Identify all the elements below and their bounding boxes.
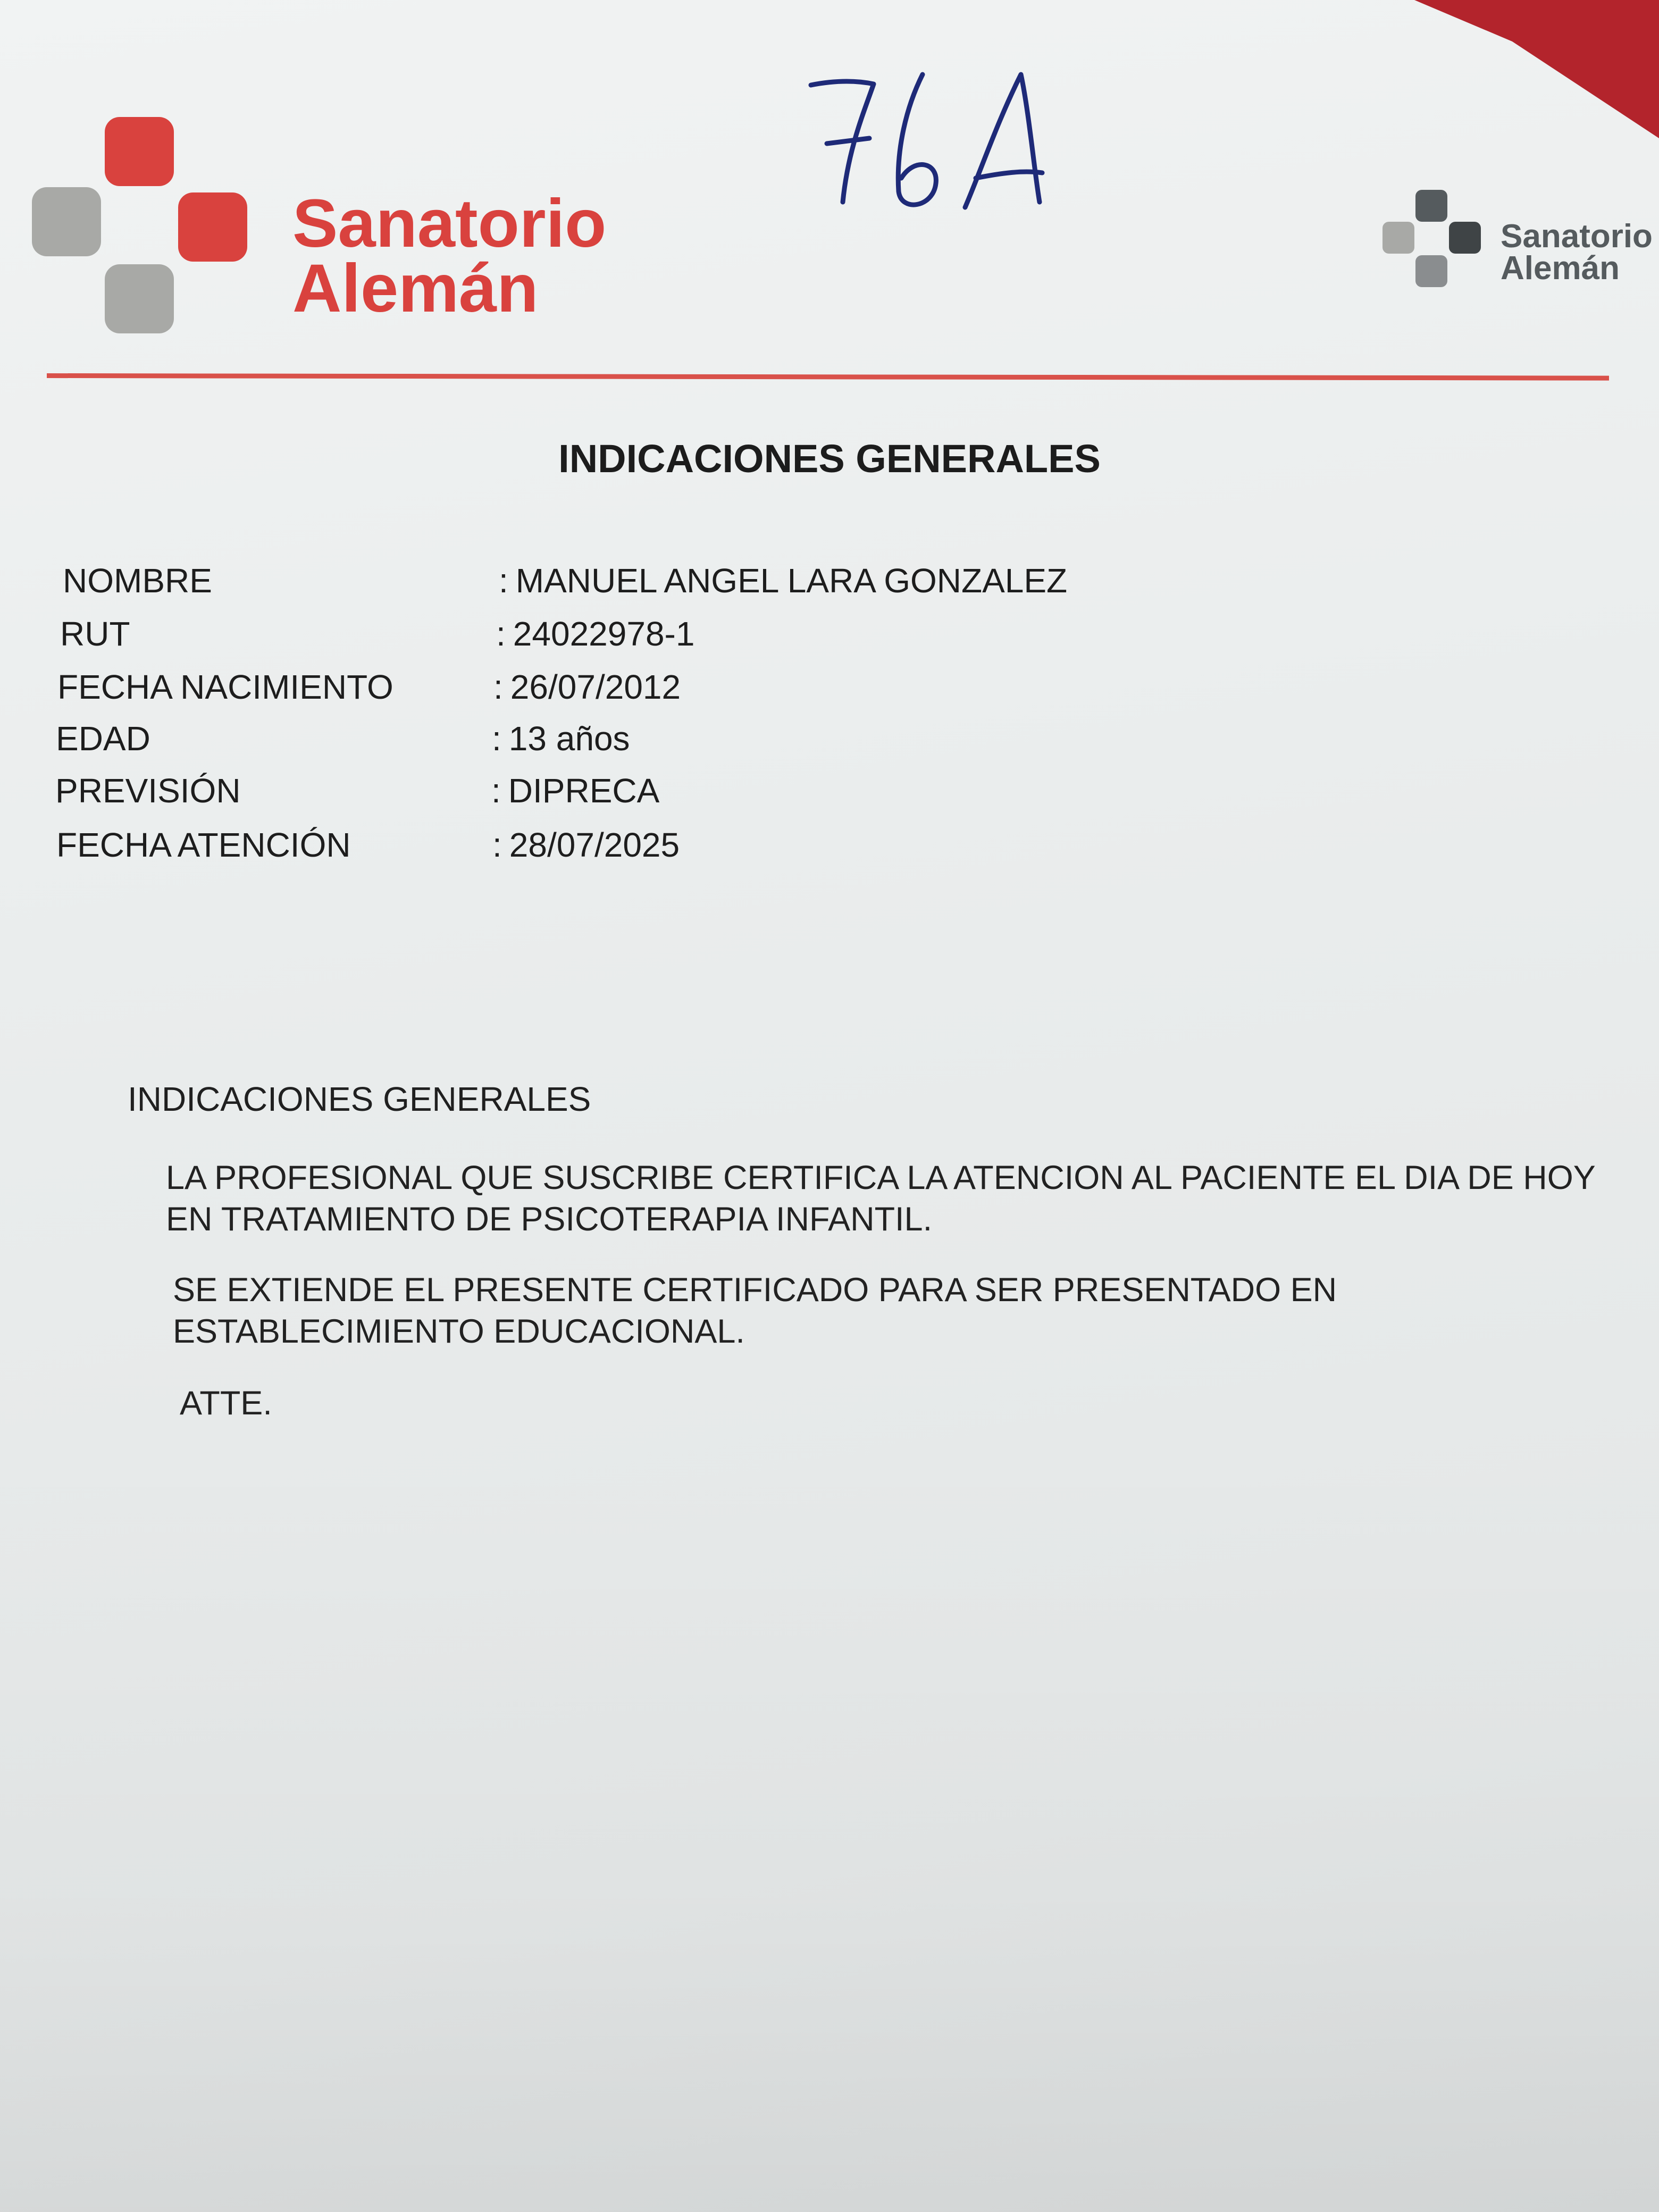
info-separator: :: [493, 668, 503, 706]
info-value-text: DIPRECA: [508, 772, 660, 810]
info-value-text: MANUEL ANGEL LARA GONZALEZ: [515, 562, 1068, 600]
info-value: [492, 825, 680, 865]
photo-shadow: [0, 1436, 1659, 2212]
logo-wordmark-line2: Alemán: [292, 250, 539, 326]
handwritten-mark: [806, 64, 1061, 234]
logo-wordmark-line1: Sanatorio: [292, 186, 607, 262]
logo-wordmark: [292, 186, 607, 326]
info-value-text: 26/07/2012: [510, 668, 681, 706]
info-label: RUT: [60, 615, 130, 653]
info-value-text: 13 años: [508, 719, 630, 758]
small-logo-wordmark-line2: Alemán: [1501, 250, 1620, 287]
info-separator: :: [492, 826, 502, 864]
sanatorio-aleman-logo: [32, 114, 255, 338]
document-title: INDICACIONES GENERALES: [558, 437, 1101, 481]
info-value: [499, 561, 1067, 600]
info-value: [496, 614, 694, 653]
header-divider: [47, 373, 1609, 381]
info-row-nombre: [63, 561, 1233, 604]
closing-text: ATTE.: [180, 1385, 272, 1422]
info-separator: :: [496, 615, 506, 653]
info-label: NOMBRE: [63, 562, 212, 600]
info-separator: :: [492, 719, 501, 758]
certificate-paragraph: SE EXTIENDE EL PRESENTE CERTIFICADO PARA SER PRESENTADO EN ESTABLECIMIENTO EDUCACIONAL.: [173, 1271, 1337, 1350]
small-logo-wordmark-line1: Sanatorio: [1501, 218, 1653, 255]
info-value: [491, 771, 659, 810]
sanatorio-aleman-small-logo: [1382, 189, 1484, 290]
small-logo-wordmark: [1501, 218, 1653, 287]
section-heading: INDICACIONES GENERALES: [128, 1080, 591, 1118]
info-label: FECHA NACIMIENTO: [57, 668, 393, 706]
info-row-fecha-atencion: [56, 825, 1226, 868]
info-row-rut: [60, 614, 1230, 657]
info-value-text: 28/07/2025: [509, 826, 680, 864]
background-corner: [1414, 0, 1659, 138]
info-row-edad: [56, 719, 1226, 761]
info-label: EDAD: [56, 719, 150, 758]
info-label: PREVISIÓN: [55, 772, 241, 810]
info-value: [492, 719, 630, 758]
info-value: [493, 667, 681, 707]
certificate-paragraph: LA PROFESIONAL QUE SUSCRIBE CERTIFICA LA ATENCION AL PACIENTE EL DIA DE HOY EN TRATAMIENTO DE PSICOTERAPIA INFANTIL.: [166, 1159, 1595, 1238]
info-separator: :: [499, 562, 508, 600]
info-row-fecha-nacimiento: [57, 667, 1227, 710]
info-value-text: 24022978-1: [513, 615, 695, 653]
info-separator: :: [491, 772, 501, 810]
info-row-prevision: [55, 771, 1225, 814]
info-label: FECHA ATENCIÓN: [56, 826, 351, 864]
